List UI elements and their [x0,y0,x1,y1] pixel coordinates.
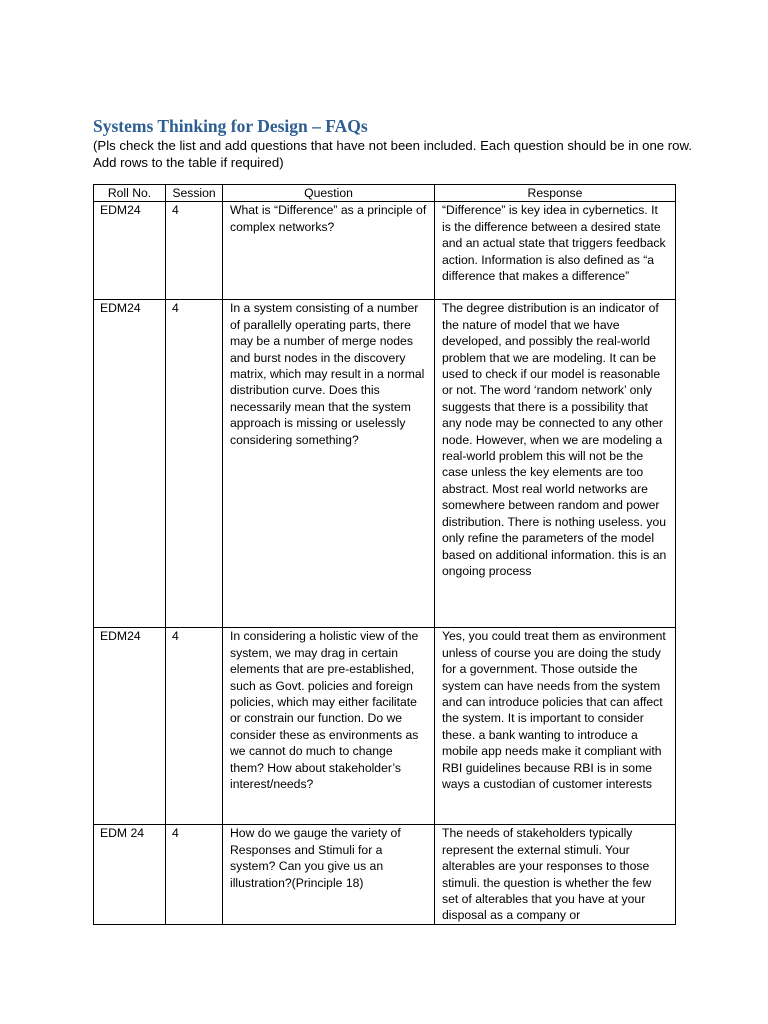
table-row [94,628,676,825]
cell-session: 4 [166,300,223,628]
header-question: Question [223,185,435,202]
table-header-row [94,185,676,202]
page-title: Systems Thinking for Design – FAQs [93,116,368,136]
table-row [94,300,676,628]
faq-table [93,184,676,925]
table-row [94,202,676,300]
cell-question: How do we gauge the variety of Responses and Stimuli for a system? Can you give us an illustration?(Principle 18) [223,825,435,924]
table-row [94,825,676,924]
header-response: Response [435,185,676,202]
cell-response: The degree distribution is an indicator of the nature of model that we have developed, and possibly the real-world problem that we are modeling. It can be used to check if our model is reasonable or not. The word ‘random network’ only suggests that there is a possibility that any node may be connected to any other node. However, when we are modeling a real-world problem this will not be the case unless the key elements are too abstract. Most real world networks are somewhere between random and power distribution. There is nothing useless. you only refine the parameters of the model based on additional information. this is an ongoing process [435,300,676,628]
cell-response: The needs of stakeholders typically represent the external stimuli. Your alterables are your responses to those stimuli. the question is whether the few set of alterables that you have at your disposal as a company or [435,825,676,924]
header-session: Session [166,185,223,202]
cell-roll-no: EDM24 [94,628,166,825]
cell-roll-no: EDM 24 [94,825,166,924]
cell-question: In considering a holistic view of the system, we may drag in certain elements that are pre-established, such as Govt. policies and foreign policies, which may either facilitate or constrain our function. Do we consider these as environments as we cannot do much to change them? How about stakeholder’s interest/needs? [223,628,435,825]
cell-roll-no: EDM24 [94,202,166,300]
cell-session: 4 [166,202,223,300]
cell-session: 4 [166,825,223,924]
cell-roll-no: EDM24 [94,300,166,628]
page-instructions: (Pls check the list and add questions that have not been included. Each question should be in one row. Add rows to the table if required) [93,138,692,170]
cell-question: In a system consisting of a number of parallelly operating parts, there may be a number of merge nodes and burst nodes in the discovery matrix, which may result in a normal distribution curve. Does this necessarily mean that the system approach is missing or uselessly considering something? [223,300,435,628]
cell-response: “Difference” is key idea in cybernetics. It is the difference between a desired state and an actual state that triggers feedback action. Information is also defined as “a difference that makes a difference” [435,202,676,300]
cell-question: What is “Difference” as a principle of complex networks? [223,202,435,300]
header-roll-no: Roll No. [94,185,166,202]
cell-response: Yes, you could treat them as environment unless of course you are doing the study for a government. Those outside the system can have needs from the system and can introduce policies that can affect the system. It is important to consider these. a bank wanting to introduce a mobile app needs make it compliant with RBI guidelines because RBI is in some ways a custodian of customer interests [435,628,676,825]
cell-session: 4 [166,628,223,825]
